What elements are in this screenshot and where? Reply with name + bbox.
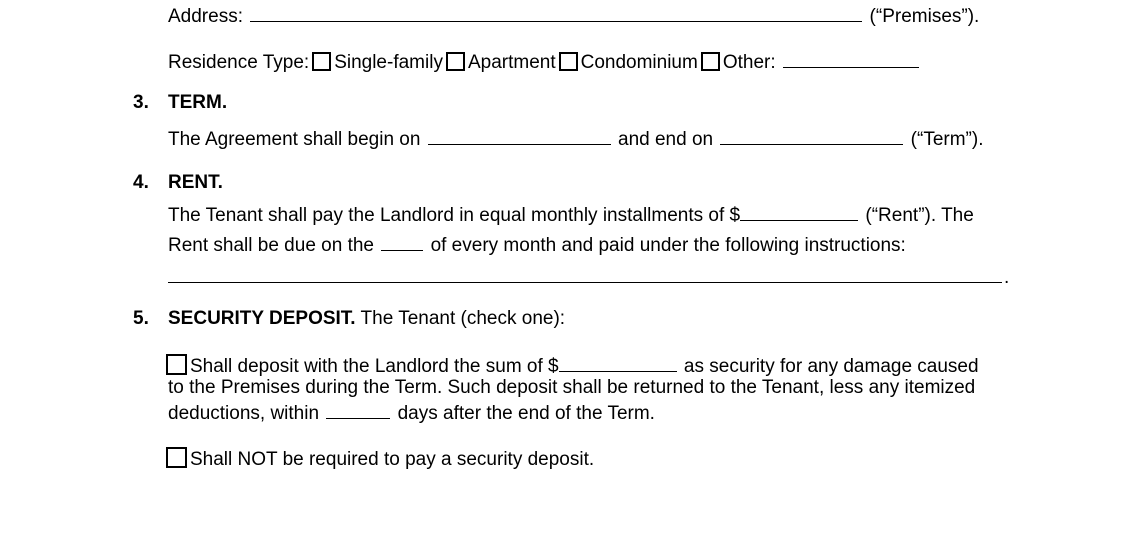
rent-number: 4.	[133, 172, 149, 193]
condominium-label: Condominium	[580, 52, 698, 73]
apartment-checkbox[interactable]	[446, 52, 465, 71]
term-heading: TERM.	[168, 92, 228, 113]
security-option1-text-a: Shall deposit with the Landlord the sum of $	[190, 356, 559, 377]
rent-amount-input[interactable]	[740, 202, 858, 221]
rent-line1-suffix: (“Rent”). The	[865, 205, 974, 226]
security-option1-line3-b: days after the end of the Term.	[397, 403, 655, 424]
residence-type-label: Residence Type:	[168, 52, 310, 73]
term-number: 3.	[133, 92, 149, 113]
address-input[interactable]	[250, 3, 862, 22]
address-row	[168, 3, 979, 28]
security-heading: SECURITY DEPOSIT.	[168, 308, 356, 329]
security-option1-text-b: as security for any damage caused	[683, 356, 979, 377]
no-deposit-checkbox[interactable]	[166, 447, 187, 468]
rent-line2-suffix: of every month and paid under the following instructions:	[430, 235, 906, 256]
deposit-required-checkbox[interactable]	[166, 354, 187, 375]
residence-type-row	[168, 49, 921, 74]
security-row	[168, 308, 565, 330]
term-start-input[interactable]	[428, 126, 611, 145]
rent-line1-text: The Tenant shall pay the Landlord in equal monthly installments of $	[168, 205, 741, 226]
term-row	[168, 126, 983, 151]
security-option-2	[166, 447, 594, 471]
other-input[interactable]	[783, 49, 919, 68]
security-number: 5.	[133, 308, 149, 329]
rent-line-2	[168, 232, 906, 257]
term-suffix: (“Term”).	[910, 129, 984, 150]
rent-line2-prefix: Rent shall be due on the	[168, 235, 374, 256]
deposit-return-days-input[interactable]	[326, 400, 390, 419]
security-option1-line3-a: deductions, within	[168, 403, 320, 424]
security-option-1-line-1	[166, 353, 979, 378]
rent-due-day-input[interactable]	[381, 232, 423, 251]
rent-heading: RENT.	[168, 172, 223, 193]
other-label: Other:	[722, 52, 776, 73]
security-intro: The Tenant (check one):	[360, 308, 566, 329]
other-checkbox[interactable]	[701, 52, 720, 71]
security-option2-text: Shall NOT be required to pay a security deposit.	[190, 449, 595, 470]
single-family-label: Single-family	[334, 52, 443, 73]
deposit-amount-input[interactable]	[559, 353, 677, 372]
rent-line-3	[168, 264, 1009, 289]
term-begin-text: The Agreement shall begin on	[168, 129, 421, 150]
term-end-input[interactable]	[720, 126, 903, 145]
single-family-checkbox[interactable]	[312, 52, 331, 71]
address-suffix: (“Premises”).	[869, 6, 980, 27]
rent-line-1	[168, 202, 974, 227]
rent-instructions-input[interactable]	[168, 264, 1002, 283]
apartment-label: Apartment	[467, 52, 556, 73]
condominium-checkbox[interactable]	[559, 52, 578, 71]
security-option1-line-2: to the Premises during the Term. Such deposit shall be returned to the Tenant, less any itemized	[168, 377, 976, 398]
security-option-1-line-3	[168, 400, 655, 425]
term-end-text: and end on	[618, 129, 714, 150]
rent-line3-end: .	[1004, 267, 1010, 288]
address-label: Address:	[168, 6, 243, 27]
